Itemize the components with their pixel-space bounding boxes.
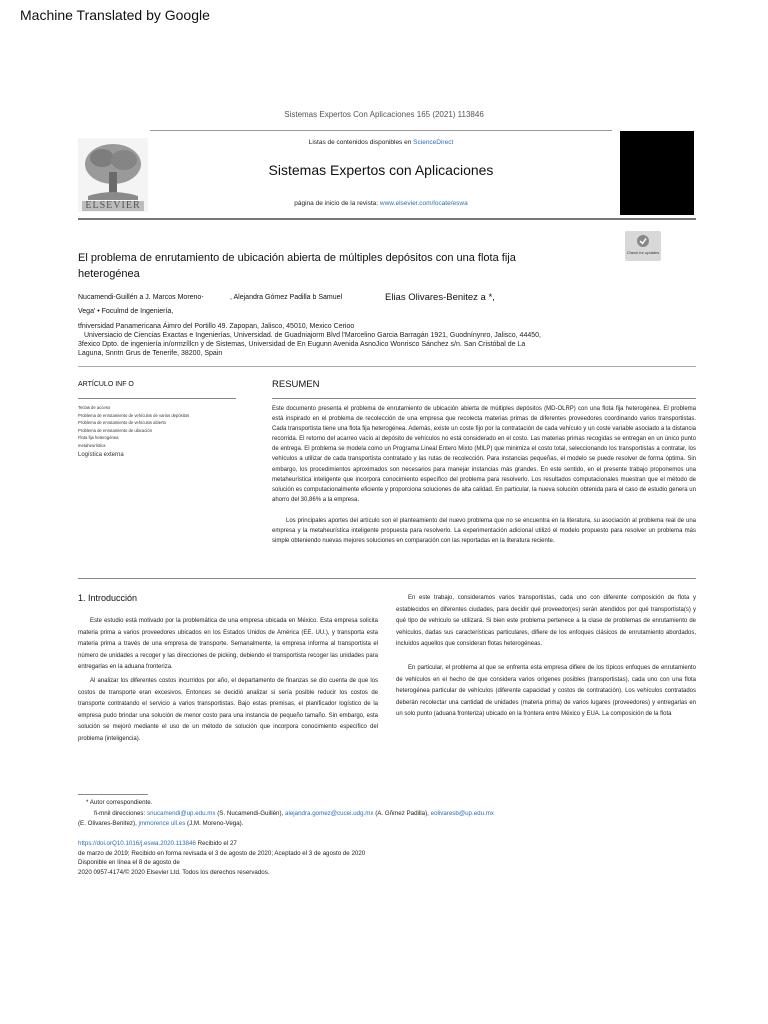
affiliation-4: Laguna, Snntn Grus de Tenerife, 38200, Spain bbox=[78, 350, 223, 357]
email-link-3[interactable]: eolivaresb@up.edu.mx bbox=[430, 810, 495, 817]
article-info-rule bbox=[78, 398, 236, 399]
abstract-paragraph-1: Este documento presenta el problema de enrutamiento de ubicación abierta de múltiples depósitos (MD-OLRP) con una flota fija heterogénea. El problema está inspirado en el problema de recolección de una empresa que recolecta materias primas de diferentes proveedores coordinando varios transportistas. Cada transportista tiene una flota fija heterogénea. Además, existe un coste fijo por la contratación de cada vehículo y un coste variable asociado a la distancia recorrida. El retorno del acarreo vacío al depósito de vehículos no está considerado en el costo. Las materias primas recogidas se entregan en un único punto de entrega. El problema se modela como un Programa Lineal Entero Mixto (MILP) que minimiza el costo total, seleccionando los transportistas a contratar, los vehículos a utilizar de cada transportista contratado y las rutas de recolección. Para instancias pequeñas, el modelo se puede resolver de forma óptima. Sin embargo, los procedimientos aproximados son necesarios para manejar instancias más grandes. En este sentido, en el presente trabajo proponemos una metaheurística inteligente que incorpora conocimiento específico del problema para resolverlo. Los resultados computacionales muestran que el método de solución es computacionalmente eficiente y proporciona soluciones de alta calidad. En particular, la nueva solución obtenida para el caso de estudio genera un ahorro del 30,86% a la empresa. bbox=[272, 406, 696, 503]
contents-prefix: Listas de contenidos disponibles en bbox=[308, 139, 412, 146]
check-for-updates-badge[interactable] bbox=[625, 231, 661, 261]
badge-text: Check for updates bbox=[626, 250, 660, 255]
authors-line1-right: Elias Olivares-Benitez a *, bbox=[385, 292, 495, 303]
journal-reference: Sistemas Expertos Con Aplicaciones 165 (2021) 113846 bbox=[284, 110, 484, 119]
affiliation-1: tfniversidad Panamericana Áimro del Portillo 49. Zapopan, Jalisco, 45010, Mexico Cerioo bbox=[78, 323, 355, 330]
online-date: Disponible en línea el 8 de agosto de bbox=[78, 859, 180, 866]
journal-cover-image bbox=[620, 131, 694, 215]
keyword-item: Problema de enrutamiento de vehículos abierto bbox=[78, 420, 166, 426]
keyword-item: Problema de enrutamiento de vehículos de varios depósitos bbox=[78, 412, 190, 418]
elsevier-logo bbox=[78, 138, 148, 212]
copyright-notice: 2020 0957-4174/© 2020 Elsevier Ltd. Todos los derechos reservados. bbox=[78, 868, 270, 876]
authors-line2: Vega' • Foculmd de Ingeniería, bbox=[78, 308, 174, 315]
email-addresses bbox=[78, 809, 698, 828]
doi-link[interactable]: https://doi.orQ10.1016/j.eswa.2020.113846 bbox=[78, 840, 196, 847]
abstract-heading: RESUMEN bbox=[272, 379, 320, 390]
email-name-3: (E. Olivares-Benitez), bbox=[78, 819, 137, 827]
email-link-1[interactable]: snucamendi@up.edu.mx bbox=[146, 810, 216, 817]
affiliation-2: Universiacio de Ciencias Exactas e Ingenierías, Universidad. de Guadniajorm Blvd l'Marcelino Garcia Barragán 1921, Guodnínynro, Jalisco, 44450, bbox=[84, 332, 541, 339]
keyword-item: metaheurística bbox=[78, 442, 106, 448]
affiliations bbox=[78, 322, 618, 358]
email-name-2: (A. Gñmez Padilla), bbox=[375, 810, 429, 817]
intro-right-column bbox=[396, 593, 696, 721]
banner-text: Machine Translated by Google bbox=[20, 7, 210, 23]
homepage-line bbox=[150, 200, 612, 207]
email-name-4: (J.M. Moreno-Vega). bbox=[187, 819, 244, 827]
intro-left-column bbox=[78, 616, 378, 746]
authors-line1-left: Nucamendi-Guillén a J. Marcos Moreno- bbox=[78, 294, 204, 301]
email-link-2[interactable]: alejandra.gomez@cucei.udg.mx bbox=[285, 810, 374, 817]
publication-info bbox=[78, 839, 698, 877]
abstract-paragraph-2: Los principales aportes del artículo son el planteamiento del nuevo problema que no se encuentra en la literatura, su asociación al problema real de una empresa y la metaheurística inteligente propuesta para resolverlo. La experimentación adicional utilizó el modelo propuesto para resolver un problema más simple obteniendo nuevas mejores soluciones en comparación con las reportadas en la literatura reciente. bbox=[272, 517, 696, 545]
journal-homepage-link[interactable]: www.elsevier.com/locate/eswa bbox=[379, 200, 468, 207]
abstract-rule bbox=[272, 398, 696, 399]
affiliation-3: 3fexico Dpto. de ingeniería in/ormzíllcn y de Sistemas, Universidad de En Eugunn Avenida AsnoJico Wonrisco Sánchez s/n. San Cristóbal de La bbox=[78, 341, 526, 348]
journal-name: Sistemas Expertos con Aplicaciones bbox=[268, 162, 494, 178]
keyword-item: Problema de enrutamiento de ubicación bbox=[78, 427, 153, 433]
email-name-1: (S. Nucamendi-Guillén), bbox=[217, 810, 284, 817]
homepage-prefix: página de inicio de la revista: bbox=[294, 200, 379, 207]
intro-heading: 1. Introducción bbox=[78, 593, 138, 603]
check-updates-icon bbox=[636, 234, 650, 248]
header-bottom-rule bbox=[78, 218, 696, 220]
article-info-heading: ARTÍCULO INF O bbox=[78, 381, 134, 388]
keywords-block bbox=[78, 404, 248, 460]
corresponding-author-note: * Autor correspondiente. bbox=[86, 799, 153, 806]
authors-line1-mid: , Alejandra Gómez Padilla b Samuel bbox=[230, 294, 343, 301]
sciencedirect-link[interactable]: ScienceDirect bbox=[413, 139, 454, 146]
intro-left-paragraph-1: Este estudio está motivado por la problemática de una empresa ubicada en México. Esta empresa solicita materia prima a varios proveedores ubicados en los Estados Unidos de América (EE. UU.), y transporta esta materia prima a través de una empresa de transporte. Semanalmente, la empresa informa al transportista el número de unidades a recoger y las direcciones de picking, debiendo el transportista recoger las unidades para entregarlas en la aduana fronteriza. bbox=[78, 618, 378, 671]
elsevier-logo-text: ELSEVIER bbox=[85, 200, 141, 211]
intro-left-paragraph-2: Al analizar los diferentes costos incurridos por año, el departamento de finanzas se dio cuenta de que los costos de transporte eran excesivos. Entonces se decidió analizar si sería posible reducir los costos de transporte contratando el servicio a varios transportistas. Bajo estas premisas, el planificador logístico de la empresa pudo brindar una solución de menor costo para una instancia de pequeño tamaño. Sin embargo, esta solución se mejoró mediante el uso de un método de solución que incorpora conocimiento específico del problema (inteligencia). bbox=[78, 677, 378, 742]
intro-right-paragraph-2: En particular, el problema al que se enfrenta esta empresa difiere de los típicos enfoques de enrutamiento de vehículos en el hecho de que considera varios orígenes posibles (transportistas), cada uno con una flota heterogénea particular de vehículos (diferente capacidad y costos de contratación). Los vehículos contratados deberán recolectar una cantidad de unidades (materia prima) de varios lugares (proveedores) y entregarlas en un solo punto (aduana fronteriza) ubicado en la frontera entre México y EUA. La composición de la flota bbox=[396, 664, 696, 718]
email-label: fi-mnil direcciones: bbox=[94, 810, 146, 817]
abstract-bottom-rule bbox=[78, 578, 696, 579]
keyword-item-last: Logística externa bbox=[78, 451, 124, 458]
intro-right-paragraph-1: En este trabajo, consideramos varios transportistas, cada uno con diferente composición de flota y establecidos en diferentes ciudades, para decidir qué proveedor(es) serán atendidos por qué transportista(s) y qué tipo de vehículo se utilizará. Si bien este problema pertenece a la clase de problemas de enrutamiento de vehículos, dadas sus características particulares, difiere de los enfoques clásicos de enrutamiento abordados, incluidos aquellos que consideran flotas heterogéneas. bbox=[396, 595, 696, 648]
affiliation-rule bbox=[78, 366, 696, 367]
history-dates: de marzo de 2019; Recibido en forma revisada el 3 de agosto de 2020; Aceptado el 3 de agosto de 2020 bbox=[78, 849, 366, 857]
keywords-label: Teclas de acceso bbox=[78, 405, 111, 410]
contents-line bbox=[150, 139, 612, 146]
abstract-body bbox=[272, 404, 696, 546]
article-title: El problema de enrutamiento de ubicación abierta de múltiples depósitos con una flota fija heterogénea bbox=[78, 252, 516, 280]
received-date: Recibido el 27 bbox=[197, 840, 237, 847]
email-link-4[interactable]: jmmorence ull.es bbox=[138, 819, 186, 827]
footnote-rule bbox=[78, 794, 148, 795]
header-top-rule bbox=[150, 130, 612, 131]
machine-translation-banner bbox=[0, 0, 768, 32]
keyword-item: Flota fija heterogénea bbox=[78, 435, 119, 441]
